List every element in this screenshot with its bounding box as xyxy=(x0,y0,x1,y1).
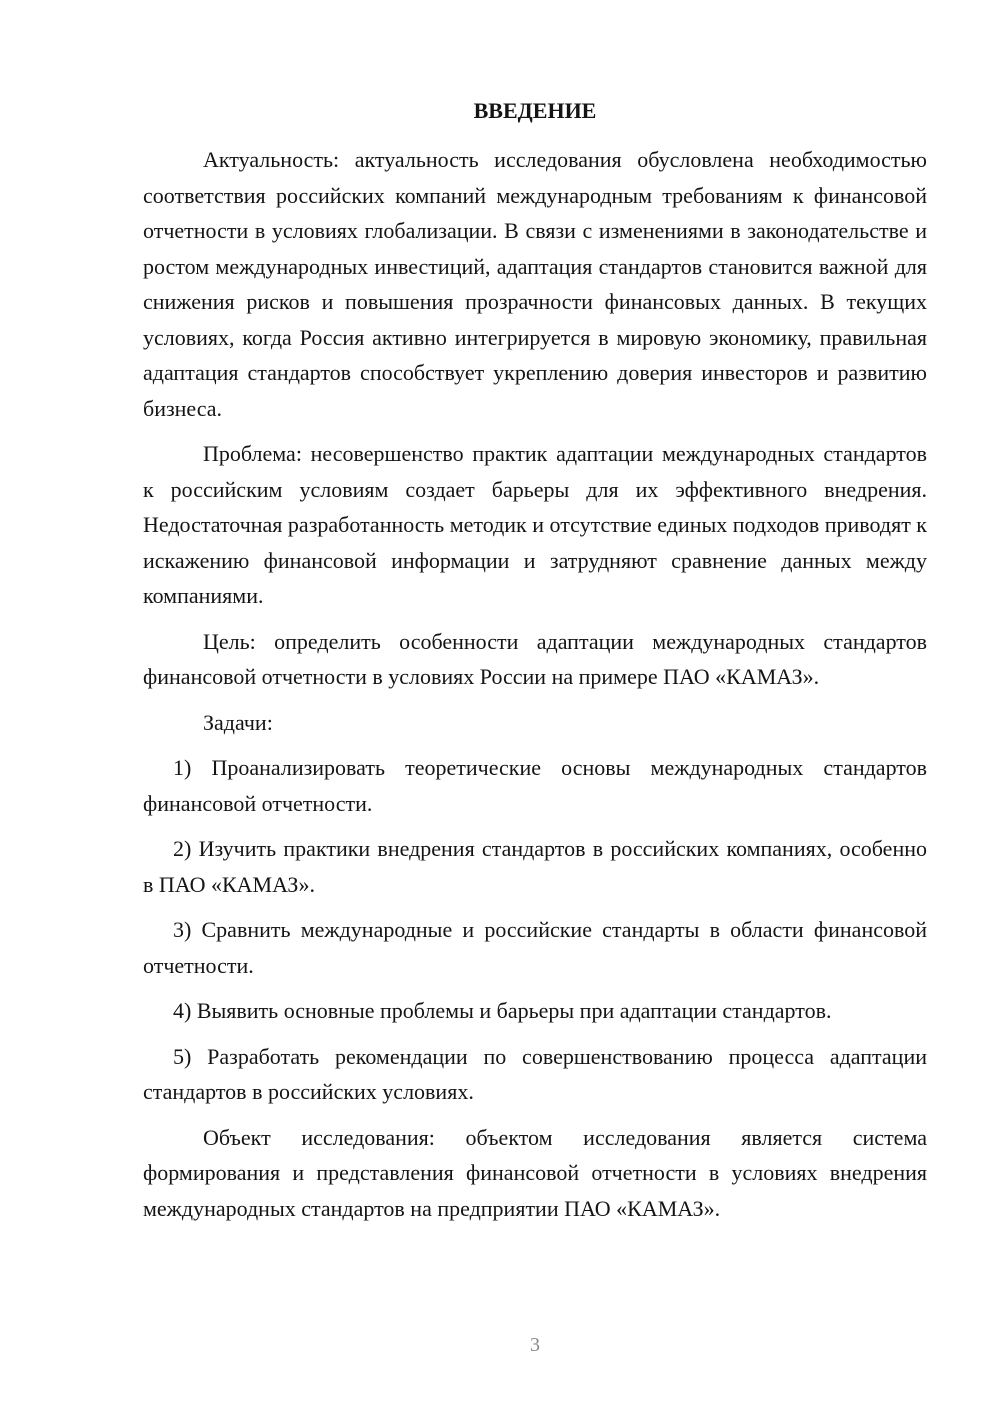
section-heading: ВВЕДЕНИЕ xyxy=(473,98,597,123)
task-item-3: 3) Сравнить международные и российские стандарты в области финансовой отчетности. xyxy=(143,917,927,978)
task-item-4: 4) Выявить основные проблемы и барьеры при адаптации стандартов. xyxy=(173,998,832,1023)
task-item-5: 5) Разработать рекомендации по совершенствованию процесса адаптации стандартов в российских условиях. xyxy=(143,1043,927,1104)
paragraph-problem: Проблема: несовершенство практик адаптации международных стандартов к российским условиям создает барьеры для их эффективного внедрения. Недостаточная разработанность методик и отсутствие единых подходов приводят к искажению финансовой информации и затрудняют сравнение данных между компаниями. xyxy=(143,441,927,608)
tasks-label: Задачи: xyxy=(203,709,273,735)
paragraph-goal: Цель: определить особенности адаптации международных стандартов финансовой отчетности в условиях России на примере ПАО «КАМАЗ». xyxy=(143,628,927,689)
task-item-1: 1) Проанализировать теоретические основы международных стандартов финансовой отчетности. xyxy=(143,755,927,816)
paragraph-relevance: Актуальность: актуальность исследования обусловлена необходимостью соответствия российских компаний международным требованиям к финансовой отчетности в условиях глобализации. В связи с изменениями в законодательстве и ростом международных инвестиций, адаптация стандартов становится важной для снижения рисков и повышения прозрачности финансовых данных. В текущих условиях, когда Россия активно интегрируется в мировую экономику, правильная адаптация стандартов способствует укреплению доверия инвесторов и развитию бизнеса. xyxy=(143,147,927,421)
body-text xyxy=(143,142,927,1226)
page-number: 3 xyxy=(530,1334,540,1356)
paragraph-object: Объект исследования: объектом исследования является система формирования и представления финансовой отчетности в условиях внедрения международных стандартов на предприятии ПАО «КАМАЗ». xyxy=(143,1124,927,1221)
task-item-2: 2) Изучить практики внедрения стандартов в российских компаниях, особенно в ПАО «КАМАЗ». xyxy=(143,836,927,897)
